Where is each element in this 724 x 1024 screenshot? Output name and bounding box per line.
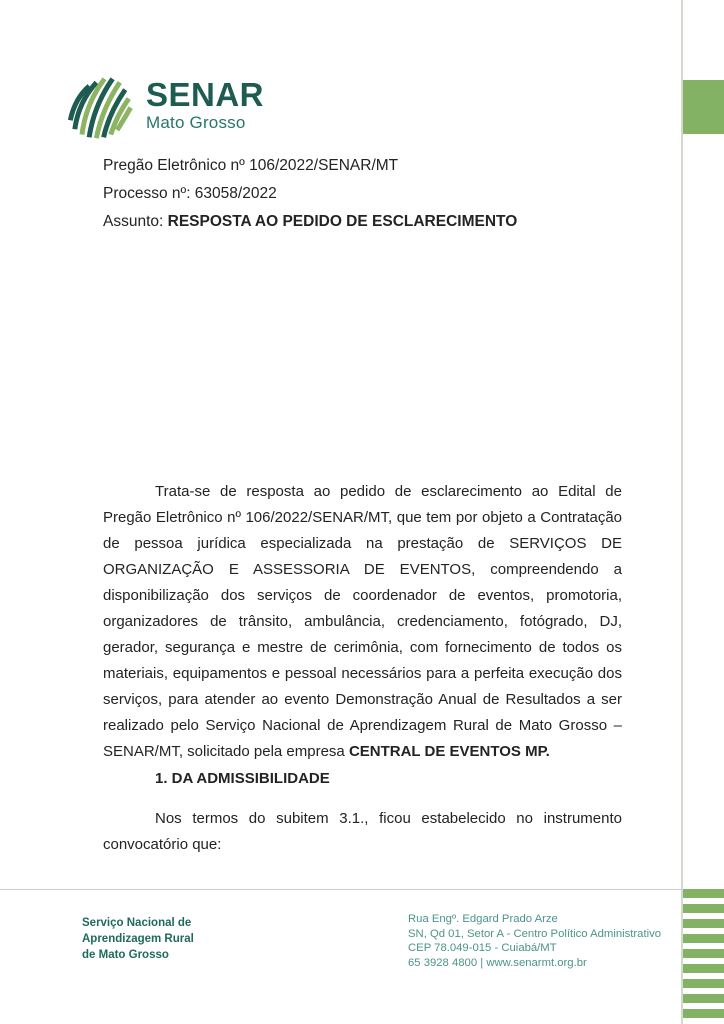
footer-address-cep: CEP 78.049-015 - Cuiabá/MT — [408, 942, 557, 954]
logo-text — [146, 75, 265, 132]
footer-organization — [82, 915, 194, 963]
meta-assunto-label: Assunto: — [103, 213, 168, 230]
footer-address-sector: SN, Qd 01, Setor A - Centro Político Administrativo — [408, 927, 662, 940]
footer-address-street: Rua Engº. Edgard Prado Arze — [408, 913, 558, 925]
footer-divider — [0, 889, 682, 890]
green-stripes-decoration — [683, 889, 724, 1024]
wheat-fan-icon — [62, 68, 138, 140]
meta-assunto-value: RESPOSTA AO PEDIDO DE ESCLARECIMENTO — [167, 213, 518, 230]
footer-address-phone-site: 65 3928 4800 | www.senarmt.org.br — [408, 956, 587, 969]
document-meta — [103, 152, 517, 236]
logo-name: SENAR — [146, 75, 265, 113]
green-accent-block — [683, 80, 724, 134]
logo-subtitle: Mato Grosso — [146, 112, 246, 132]
paragraph-intro-company: CENTRAL DE EVENTOS MP. — [348, 743, 550, 760]
footer-org-line: Serviço Nacional de — [82, 917, 192, 929]
paragraph-intro-text: Trata-se de resposta ao pedido de esclarecimento ao Edital de Pregão Eletrônico nº 106/2022/SENAR/MT, que tem por objeto a Contratação de pessoa jurídica especializada na prestação de SERVIÇOS DE ORGANIZAÇÃO E ASSESSORIA DE EVENTOS, compreendendo a disponibilização dos serviços de coordenador de eventos, promotoria, organizadores de trânsito, ambulância, credenciamento, fotógrado, DJ, gerador, segurança e mestre de cerimônia, com fornecimento de todos os materiais, equipamentos e pessoal necessários para a perfeita execução dos serviços, para atender ao evento Demonstração Anual de Resultados a ser realizado pelo Serviço Nacional de Aprendizagem Rural de Mato Grosso – SENAR/MT, solicitado pela empresa — [103, 483, 622, 760]
paragraph-intro — [103, 479, 622, 765]
senar-logo — [62, 68, 264, 140]
paragraph-admissibilidade: Nos termos do subitem 3.1., ficou estabelecido no instrumento convocatório que: — [103, 810, 622, 853]
footer-org-line: de Mato Grosso — [82, 949, 169, 961]
section-heading-admissibilidade: 1. DA ADMISSIBILIDADE — [155, 770, 330, 787]
footer-org-line: Aprendizagem Rural — [82, 933, 194, 945]
meta-processo-line: Processo nº: 63058/2022 — [103, 185, 277, 202]
footer-address — [408, 912, 661, 970]
meta-assunto-line — [103, 208, 517, 236]
right-margin-rule — [681, 0, 683, 1024]
meta-pregao-line: Pregão Eletrônico nº 106/2022/SENAR/MT — [103, 157, 399, 174]
